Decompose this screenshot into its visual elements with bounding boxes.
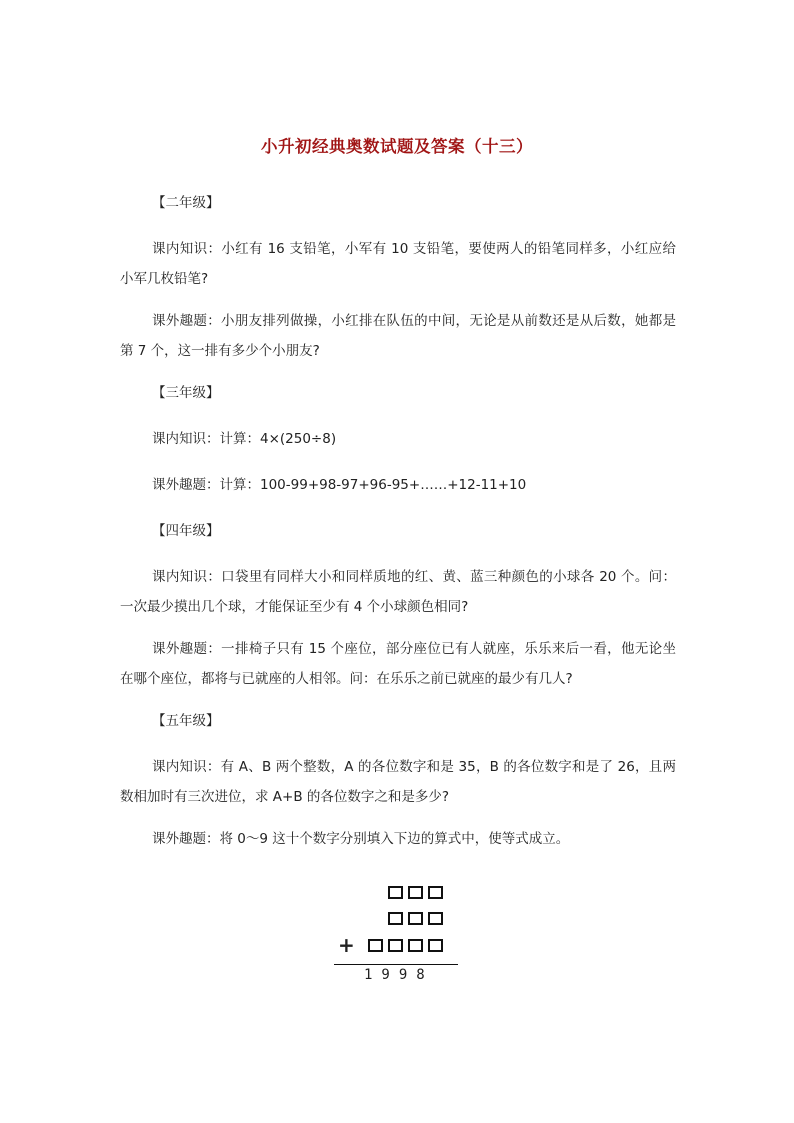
- blank-box: [428, 939, 443, 952]
- page-title: 小升初经典奥数试题及答案（十三）: [261, 137, 533, 156]
- blank-box: [428, 886, 443, 899]
- blank-box: [428, 912, 443, 925]
- addition-puzzle-figure: [330, 878, 470, 988]
- addend-row-2: [388, 912, 443, 925]
- in-class-question-5: 课内知识：有 A、B 两个整数，A 的各位数字和是 35，B 的各位数字和是了 26，且两数相加时有三次进位，求 A+B 的各位数字之和是多少?: [120, 759, 676, 805]
- in-class-question-4: 课内知识：口袋里有同样大小和同样质地的红、黄、蓝三种颜色的小球各 20 个。问：一次最少摸出几个球，才能保证至少有 4 个小球颜色相同?: [120, 569, 676, 615]
- extra-question-4: 课外趣题：一排椅子只有 15 个座位，部分座位已有人就座，乐乐来后一看，他无论坐在哪个座位，都将与已就座的人相邻。问：在乐乐之前已就座的最少有几人?: [120, 641, 676, 687]
- sum-line: [334, 964, 458, 965]
- blank-box: [388, 939, 403, 952]
- extra-question-2: 课外趣题：小朋友排列做操，小红排在队伍的中间，无论是从前数还是从后数，她都是第 7 个，这一排有多少个小朋友?: [120, 313, 676, 359]
- blank-box: [388, 886, 403, 899]
- grade-heading-3: 【三年级】: [152, 385, 220, 401]
- addend-row-1: [388, 886, 443, 899]
- grade-heading-2: 【二年级】: [152, 195, 220, 211]
- blank-box: [388, 912, 403, 925]
- sum-result: 1998: [364, 967, 434, 983]
- grade-heading-4: 【四年级】: [152, 523, 220, 539]
- blank-box: [408, 939, 423, 952]
- extra-question-3: 课外趣题：计算：100-99+98-97+96-95+……+12-11+10: [152, 477, 527, 493]
- addend-row-3: [368, 939, 443, 952]
- in-class-question-2: 课内知识：小红有 16 支铅笔，小军有 10 支铅笔，要使两人的铅笔同样多，小红应给小军几枚铅笔?: [120, 241, 676, 287]
- grade-heading-5: 【五年级】: [152, 713, 220, 729]
- plus-sign: +: [338, 933, 355, 957]
- extra-question-5: 课外趣题：将 0～9 这十个数字分别填入下边的算式中，使等式成立。: [152, 831, 570, 847]
- blank-box: [408, 886, 423, 899]
- blank-box: [408, 912, 423, 925]
- blank-box: [368, 939, 383, 952]
- in-class-question-3: 课内知识：计算：4×(250÷8): [152, 431, 337, 447]
